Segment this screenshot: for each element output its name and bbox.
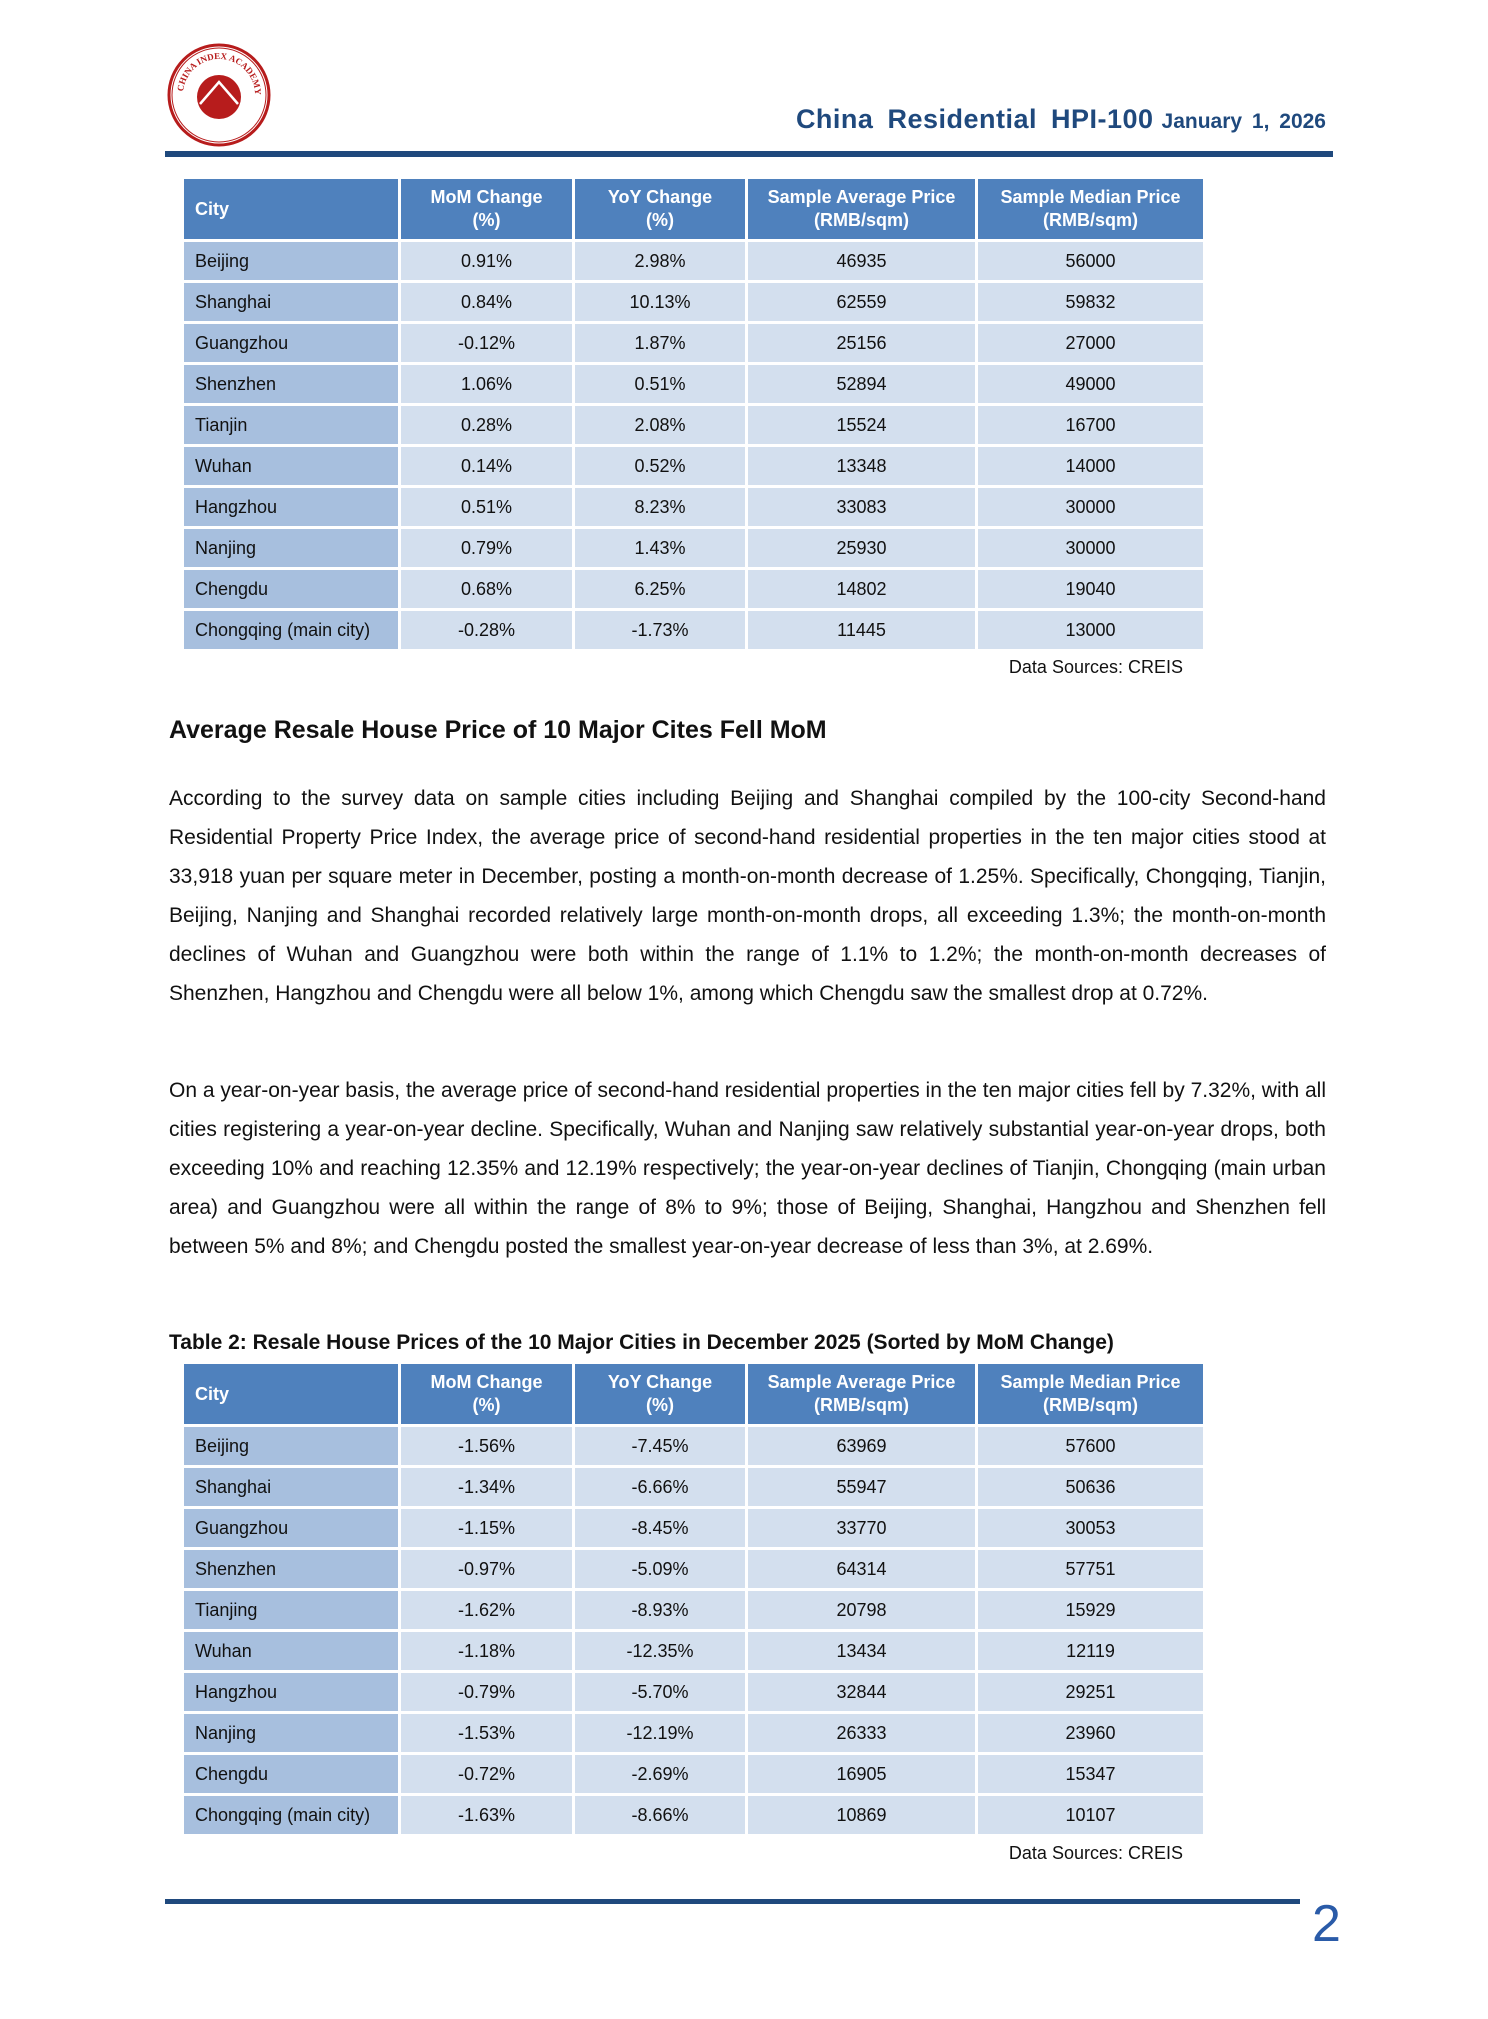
value-cell: 0.51% <box>401 488 572 526</box>
table-row <box>184 529 1203 567</box>
table-row <box>184 447 1203 485</box>
table-row <box>184 1755 1203 1793</box>
value-cell: 52894 <box>748 365 975 403</box>
city-cell: Chengdu <box>184 570 398 608</box>
value-cell: -0.12% <box>401 324 572 362</box>
value-cell: 11445 <box>748 611 975 649</box>
table-row <box>184 570 1203 608</box>
column-header: Sample Average Price (RMB/sqm) <box>748 179 975 239</box>
svg-text:CHINA INDEX ACADEMY: CHINA INDEX ACADEMY <box>175 50 264 96</box>
value-cell: -7.45% <box>575 1427 745 1465</box>
value-cell: 0.52% <box>575 447 745 485</box>
column-header: Sample Median Price (RMB/sqm) <box>978 179 1203 239</box>
city-cell: Beijing <box>184 242 398 280</box>
city-cell: Guangzhou <box>184 324 398 362</box>
value-cell: -1.18% <box>401 1632 572 1670</box>
value-cell: 29251 <box>978 1673 1203 1711</box>
value-cell: 1.06% <box>401 365 572 403</box>
column-header: YoY Change (%) <box>575 179 745 239</box>
value-cell: 30000 <box>978 529 1203 567</box>
value-cell: 62559 <box>748 283 975 321</box>
value-cell: 46935 <box>748 242 975 280</box>
value-cell: 63969 <box>748 1427 975 1465</box>
value-cell: 27000 <box>978 324 1203 362</box>
value-cell: -8.93% <box>575 1591 745 1629</box>
city-cell: Wuhan <box>184 447 398 485</box>
value-cell: 14802 <box>748 570 975 608</box>
city-cell: Chongqing (main city) <box>184 611 398 649</box>
city-cell: Shanghai <box>184 1468 398 1506</box>
table-row <box>184 365 1203 403</box>
value-cell: 57751 <box>978 1550 1203 1588</box>
table-row <box>184 1509 1203 1547</box>
data-source-note: Data Sources: CREIS <box>1008 657 1183 677</box>
section-heading: Average Resale House Price of 10 Major Cites Fell MoM <box>169 716 827 744</box>
value-cell: 15929 <box>978 1591 1203 1629</box>
table-row <box>184 1796 1203 1834</box>
city-cell: Shenzhen <box>184 365 398 403</box>
city-cell: Wuhan <box>184 1632 398 1670</box>
table-header-row <box>184 1364 1203 1424</box>
value-cell: 16700 <box>978 406 1203 444</box>
city-cell: Shanghai <box>184 283 398 321</box>
value-cell: 10.13% <box>575 283 745 321</box>
table-row <box>184 1427 1203 1465</box>
value-cell: 33770 <box>748 1509 975 1547</box>
value-cell: 1.87% <box>575 324 745 362</box>
value-cell: 2.98% <box>575 242 745 280</box>
value-cell: -8.66% <box>575 1796 745 1834</box>
page-number: 2 <box>1312 1895 1341 1953</box>
column-header: City <box>184 179 398 239</box>
city-cell: Hangzhou <box>184 1673 398 1711</box>
value-cell: -1.73% <box>575 611 745 649</box>
data-source-note: Data Sources: CREIS <box>1008 1843 1183 1863</box>
value-cell: 30000 <box>978 488 1203 526</box>
table-row <box>184 1550 1203 1588</box>
value-cell: 15347 <box>978 1755 1203 1793</box>
value-cell: 0.91% <box>401 242 572 280</box>
value-cell: 14000 <box>978 447 1203 485</box>
value-cell: 56000 <box>978 242 1203 280</box>
table-city-hpi <box>181 176 1206 652</box>
value-cell: -1.34% <box>401 1468 572 1506</box>
value-cell: -1.62% <box>401 1591 572 1629</box>
value-cell: 23960 <box>978 1714 1203 1752</box>
value-cell: 19040 <box>978 570 1203 608</box>
value-cell: -0.72% <box>401 1755 572 1793</box>
value-cell: -1.56% <box>401 1427 572 1465</box>
value-cell: 0.68% <box>401 570 572 608</box>
value-cell: -6.66% <box>575 1468 745 1506</box>
value-cell: 25156 <box>748 324 975 362</box>
value-cell: 13434 <box>748 1632 975 1670</box>
value-cell: 64314 <box>748 1550 975 1588</box>
value-cell: 32844 <box>748 1673 975 1711</box>
value-cell: 0.84% <box>401 283 572 321</box>
value-cell: 57600 <box>978 1427 1203 1465</box>
column-header: Sample Average Price (RMB/sqm) <box>748 1364 975 1424</box>
value-cell: 0.14% <box>401 447 572 485</box>
table-row <box>184 242 1203 280</box>
value-cell: 0.51% <box>575 365 745 403</box>
city-cell: Nanjing <box>184 1714 398 1752</box>
value-cell: 26333 <box>748 1714 975 1752</box>
value-cell: -1.63% <box>401 1796 572 1834</box>
table-row <box>184 1632 1203 1670</box>
value-cell: 10869 <box>748 1796 975 1834</box>
value-cell: 33083 <box>748 488 975 526</box>
value-cell: -8.45% <box>575 1509 745 1547</box>
value-cell: 0.28% <box>401 406 572 444</box>
table-row <box>184 1714 1203 1752</box>
value-cell: 8.23% <box>575 488 745 526</box>
value-cell: 20798 <box>748 1591 975 1629</box>
china-index-academy-logo <box>166 42 272 148</box>
footer-divider <box>165 1899 1300 1904</box>
header-divider <box>165 151 1333 157</box>
table-row <box>184 488 1203 526</box>
table-row <box>184 1468 1203 1506</box>
column-header: Sample Median Price (RMB/sqm) <box>978 1364 1203 1424</box>
value-cell: 59832 <box>978 283 1203 321</box>
value-cell: -5.70% <box>575 1673 745 1711</box>
column-header: MoM Change (%) <box>401 179 572 239</box>
value-cell: 0.79% <box>401 529 572 567</box>
table-row <box>184 1591 1203 1629</box>
value-cell: 16905 <box>748 1755 975 1793</box>
value-cell: 50636 <box>978 1468 1203 1506</box>
city-cell: Chongqing (main city) <box>184 1796 398 1834</box>
city-cell: Guangzhou <box>184 1509 398 1547</box>
city-cell: Shenzhen <box>184 1550 398 1588</box>
report-date: January 1, 2026 <box>1161 110 1326 133</box>
value-cell: -0.79% <box>401 1673 572 1711</box>
value-cell: 6.25% <box>575 570 745 608</box>
table-row <box>184 611 1203 649</box>
table-caption: Table 2: Resale House Prices of the 10 Major Cities in December 2025 (Sorted by MoM Change) <box>169 1331 1114 1354</box>
value-cell: -2.69% <box>575 1755 745 1793</box>
value-cell: 15524 <box>748 406 975 444</box>
column-header: City <box>184 1364 398 1424</box>
paragraph-yoy: On a year-on-year basis, the average price of second-hand residential properties in the ten major cities fell by 7.32%, with all cities registering a year-on-year decline. Specifically, Wuhan and Nanjing saw relatively substantial year-on-year drops, both exceeding 10% and reaching 12.35% and 12.19% respectively; the year-on-year declines of Tianjin, Chongqing (main urban area) and Guangzhou were all within the range of 8% to 9%; those of Beijing, Shanghai, Hangzhou and Shenzhen fell between 5% and 8%; and Chengdu posted the smallest year-on-year decrease of less than 3%, at 2.69%. <box>169 1079 1326 1258</box>
value-cell: -1.15% <box>401 1509 572 1547</box>
table-row <box>184 406 1203 444</box>
city-cell: Hangzhou <box>184 488 398 526</box>
value-cell: 10107 <box>978 1796 1203 1834</box>
value-cell: 13348 <box>748 447 975 485</box>
value-cell: -12.19% <box>575 1714 745 1752</box>
table-row <box>184 283 1203 321</box>
value-cell: 1.43% <box>575 529 745 567</box>
value-cell: 25930 <box>748 529 975 567</box>
city-cell: Tianjin <box>184 406 398 444</box>
column-header: YoY Change (%) <box>575 1364 745 1424</box>
table-row <box>184 1673 1203 1711</box>
table-header-row <box>184 179 1203 239</box>
city-cell: Beijing <box>184 1427 398 1465</box>
table-resale-prices <box>181 1361 1206 1837</box>
value-cell: -12.35% <box>575 1632 745 1670</box>
city-cell: Nanjing <box>184 529 398 567</box>
value-cell: 13000 <box>978 611 1203 649</box>
value-cell: 55947 <box>748 1468 975 1506</box>
value-cell: 30053 <box>978 1509 1203 1547</box>
value-cell: -0.28% <box>401 611 572 649</box>
city-cell: Tianjing <box>184 1591 398 1629</box>
report-name: China Residential HPI-100 <box>795 104 1154 134</box>
value-cell: -5.09% <box>575 1550 745 1588</box>
city-cell: Chengdu <box>184 1755 398 1793</box>
value-cell: -0.97% <box>401 1550 572 1588</box>
value-cell: 12119 <box>978 1632 1203 1670</box>
table-row <box>184 324 1203 362</box>
column-header: MoM Change (%) <box>401 1364 572 1424</box>
value-cell: 49000 <box>978 365 1203 403</box>
value-cell: 2.08% <box>575 406 745 444</box>
paragraph-mom: According to the survey data on sample cities including Beijing and Shanghai compiled by the 100-city Second-hand Residential Property Price Index, the average price of second-hand residential properties in the ten major cities stood at 33,918 yuan per square meter in December, posting a month-on-month decrease of 1.25%. Specifically, Chongqing, Tianjin, Beijing, Nanjing and Shanghai recorded relatively large month-on-month drops, all exceeding 1.3%; the month-on-month declines of Wuhan and Guangzhou were both within the range of 1.1% to 1.2%; the month-on-month decreases of Shenzhen, Hangzhou and Chengdu were all below 1%, among which Chengdu saw the smallest drop at 0.72%. <box>169 787 1326 1005</box>
report-title <box>796 104 1326 135</box>
value-cell: -1.53% <box>401 1714 572 1752</box>
